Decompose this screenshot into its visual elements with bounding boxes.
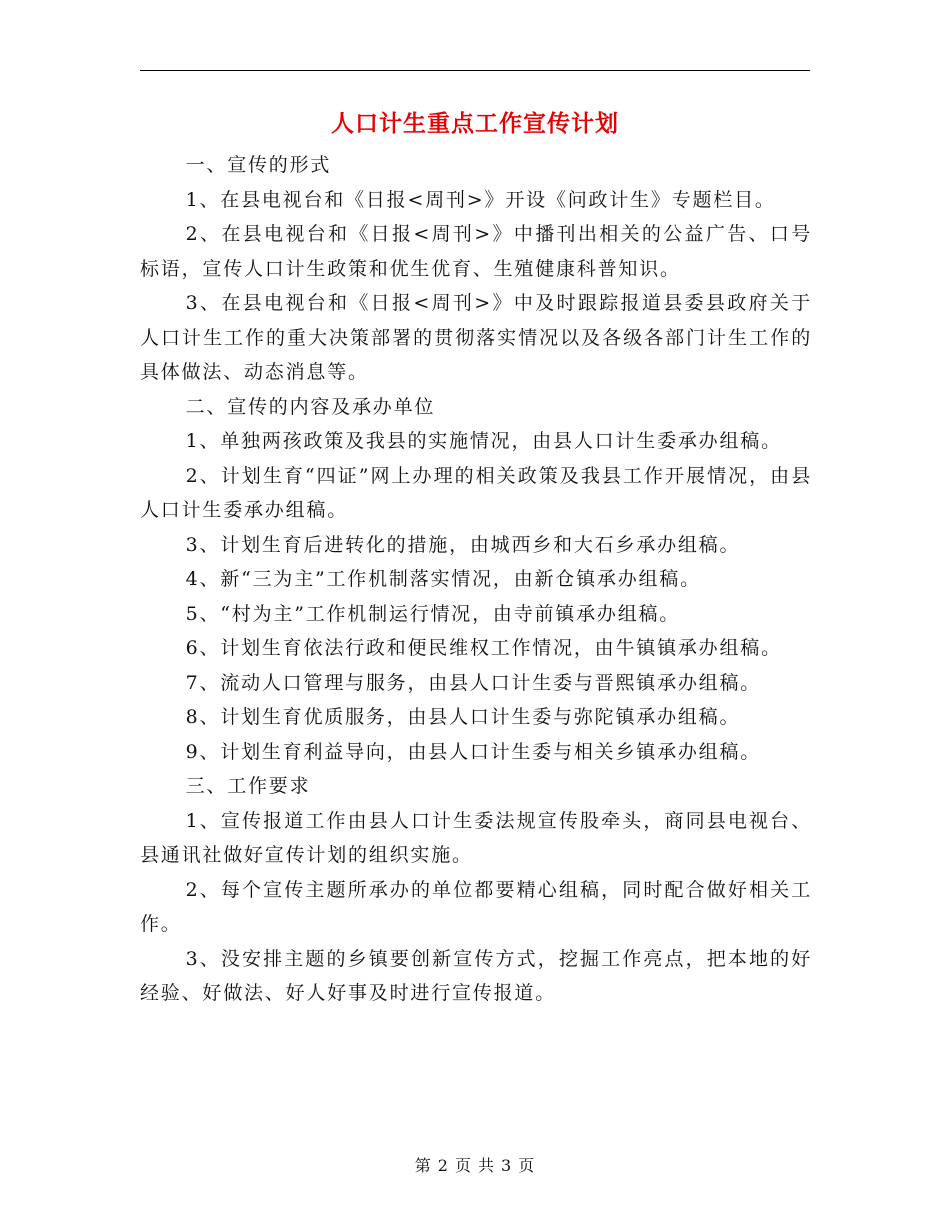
paragraph: 2、在县电视台和《日报<周刊>》中播刊出相关的公益广告、口号标语，宣传人口计生政策和优生优育、生殖健康科普知识。 xyxy=(140,223,812,280)
paragraph: 1、在县电视台和《日报<周刊>》开设《问政计生》专题栏目。 xyxy=(185,188,776,211)
document-body xyxy=(140,148,812,1011)
paragraph: 1、宣传报道工作由县人口计生委法规宣传股牵头，商同县电视台、县通讯社做好宣传计划的组织实施。 xyxy=(140,809,812,866)
paragraph: 2、每个宣传主题所承办的单位都要精心组稿，同时配合做好相关工作。 xyxy=(140,878,812,935)
footer-prefix: 第 xyxy=(414,1156,432,1175)
header-rule xyxy=(140,70,810,71)
paragraph: 3、在县电视台和《日报<周刊>》中及时跟踪报道县委县政府关于人口计生工作的重大决策部署的贯彻落实情况以及各级各部门计生工作的具体做法、动态消息等。 xyxy=(140,292,812,383)
total-page-number: 3 xyxy=(501,1156,513,1175)
paragraph: 8、计划生育优质服务，由县人口计生委与弥陀镇承办组稿。 xyxy=(185,706,741,728)
document-title: 人口计生重点工作宣传计划 xyxy=(331,110,619,137)
paragraph: 1、单独两孩政策及我县的实施情况，由县人口计生委承办组稿。 xyxy=(185,430,782,452)
paragraph: 2、计划生育“四证”网上办理的相关政策及我县工作开展情况，由县人口计生委承办组稿。 xyxy=(140,464,812,521)
paragraph: 7、流动人口管理与服务，由县人口计生委与晋熙镇承办组稿。 xyxy=(185,671,762,694)
current-page-number: 2 xyxy=(437,1156,449,1175)
footer-middle: 页 共 xyxy=(454,1156,496,1175)
section-heading-requirements: 三、工作要求 xyxy=(185,775,311,797)
page-footer xyxy=(0,1153,950,1176)
section-heading-content: 二、宣传的内容及承办单位 xyxy=(185,395,436,418)
section-heading-form: 一、宣传的形式 xyxy=(185,154,332,176)
paragraph: 3、没安排主题的乡镇要创新宣传方式，挖掘工作亮点，把本地的好经验、好做法、好人好事及时进行宣传报道。 xyxy=(140,947,812,1004)
paragraph: 5、“村为主”工作机制运行情况，由寺前镇承办组稿。 xyxy=(185,602,681,625)
paragraph: 6、计划生育依法行政和便民维权工作情况，由牛镇镇承办组稿。 xyxy=(185,637,782,659)
paragraph: 9、计划生育利益导向，由县人口计生委与相关乡镇承办组稿。 xyxy=(185,740,762,763)
footer-suffix: 页 xyxy=(518,1156,536,1175)
paragraph: 3、计划生育后进转化的措施，由城西乡和大石乡承办组稿。 xyxy=(185,533,741,556)
paragraph: 4、新“三为主”工作机制落实情况，由新仓镇承办组稿。 xyxy=(185,568,701,590)
